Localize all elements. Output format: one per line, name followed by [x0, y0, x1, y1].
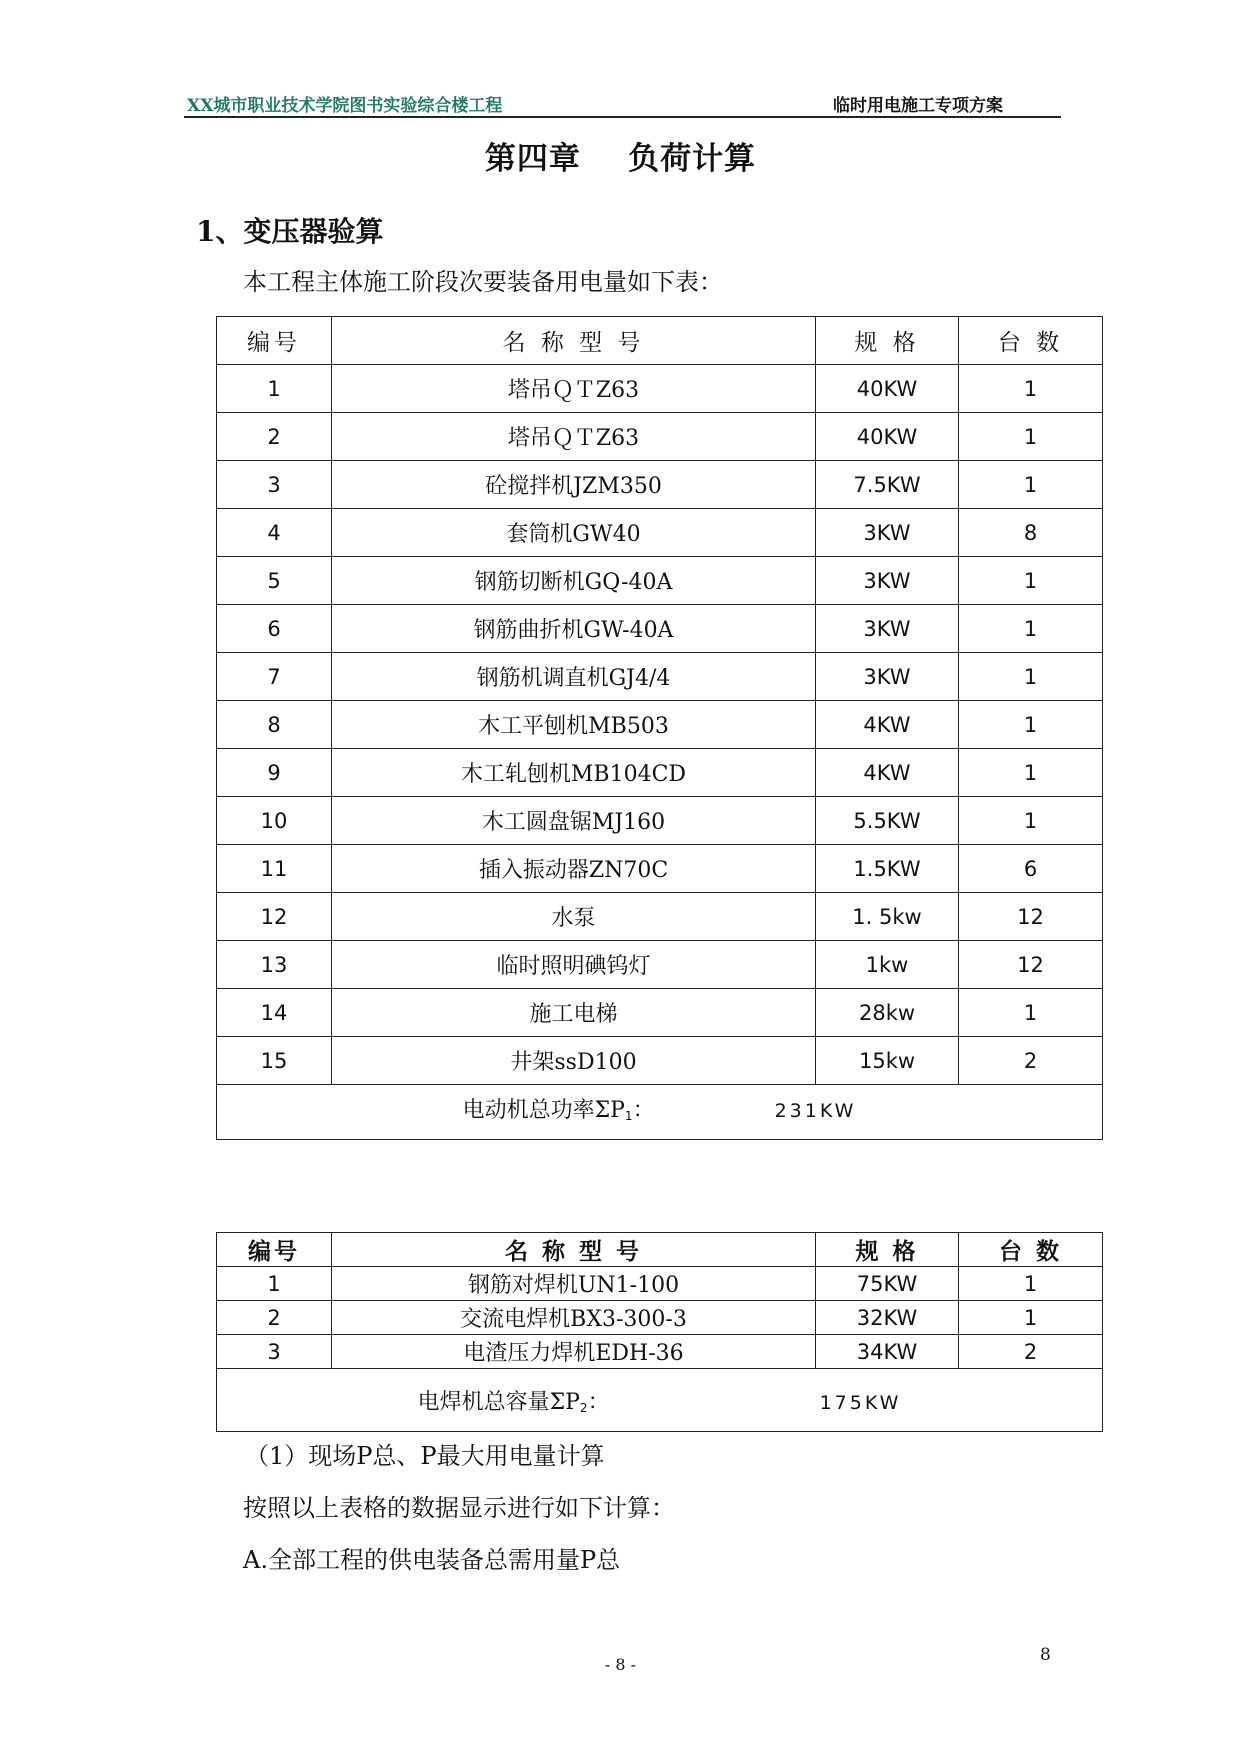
- table-row: [217, 845, 1103, 893]
- table-total-row: [217, 1085, 1103, 1140]
- cell-number: 2: [217, 1301, 332, 1335]
- page-number-right: 8: [1040, 1645, 1051, 1665]
- cell-count: 8: [959, 509, 1103, 557]
- cell-name: 钢筋切断机GQ-40A: [332, 557, 816, 605]
- cell-name: 钢筋对焊机UN1-100: [332, 1267, 816, 1301]
- table-row: [217, 941, 1103, 989]
- cell-name: 交流电焊机BX3-300-3: [332, 1301, 816, 1335]
- table-row: [217, 1037, 1103, 1085]
- cell-number: 7: [217, 653, 332, 701]
- cell-number: 1: [217, 1267, 332, 1301]
- cell-name: 木工圆盘锯MJ160: [332, 797, 816, 845]
- table-row: [217, 701, 1103, 749]
- cell-spec: 3KW: [816, 557, 959, 605]
- cell-number: 2: [217, 413, 332, 461]
- table-row: [217, 1267, 1103, 1301]
- chapter-title: 第四章 负荷计算: [484, 141, 757, 177]
- cell-name: 钢筋曲折机GW-40A: [332, 605, 816, 653]
- cell-spec: 3KW: [816, 605, 959, 653]
- cell-spec: 4KW: [816, 749, 959, 797]
- calc-item-a: A.全部工程的供电装备总需用量P总: [243, 1546, 621, 1574]
- header-cell-number: 编号: [217, 317, 332, 365]
- table-row: [217, 605, 1103, 653]
- cell-spec: 40KW: [816, 413, 959, 461]
- cell-spec: 15kw: [816, 1037, 959, 1085]
- cell-name: 塔吊ＱＴZ63: [332, 365, 816, 413]
- total-cell: [217, 1085, 1103, 1140]
- header-divider: [184, 116, 1061, 118]
- total-value: 175KW: [819, 1391, 902, 1414]
- cell-spec: 1. 5kw: [816, 893, 959, 941]
- cell-spec: 34KW: [816, 1335, 959, 1369]
- table-row: [217, 557, 1103, 605]
- total-subscript: 1: [624, 1109, 633, 1123]
- cell-number: 11: [217, 845, 332, 893]
- cell-number: 14: [217, 989, 332, 1037]
- header-project-title: XX城市职业技术学院图书实验综合楼工程: [187, 96, 503, 116]
- table-row: [217, 413, 1103, 461]
- cell-count: 2: [959, 1335, 1103, 1369]
- total-value: 231KW: [774, 1100, 857, 1122]
- header-cell-name: 名 称 型 号: [332, 1233, 816, 1267]
- total-cell: [217, 1369, 1103, 1432]
- cell-spec: 7.5KW: [816, 461, 959, 509]
- cell-count: 1: [959, 461, 1103, 509]
- cell-number: 3: [217, 461, 332, 509]
- cell-count: 1: [959, 749, 1103, 797]
- cell-number: 6: [217, 605, 332, 653]
- total-colon: ：: [587, 1389, 610, 1415]
- table-header-row: [217, 317, 1103, 365]
- cell-spec: 3KW: [816, 509, 959, 557]
- cell-count: 1: [959, 653, 1103, 701]
- cell-spec: 4KW: [816, 701, 959, 749]
- table-row: [217, 797, 1103, 845]
- cell-number: 3: [217, 1335, 332, 1369]
- cell-name: 塔吊ＱＴZ63: [332, 413, 816, 461]
- cell-spec: 1.5KW: [816, 845, 959, 893]
- cell-name: 插入振动器ZN70C: [332, 845, 816, 893]
- table-total-row: [217, 1369, 1103, 1432]
- page-number-center: - 8 -: [604, 1655, 637, 1674]
- table-row: [217, 989, 1103, 1037]
- cell-number: 15: [217, 1037, 332, 1085]
- header-cell-name: 名 称 型 号: [332, 317, 816, 365]
- cell-name: 施工电梯: [332, 989, 816, 1037]
- cell-spec: 32KW: [816, 1301, 959, 1335]
- cell-number: 12: [217, 893, 332, 941]
- calc-heading: （1）现场P总、P最大用电量计算: [245, 1442, 605, 1470]
- total-colon: ：: [632, 1098, 655, 1123]
- cell-number: 5: [217, 557, 332, 605]
- cell-name: 临时照明碘钨灯: [332, 941, 816, 989]
- intro-paragraph: 本工程主体施工阶段次要装备用电量如下表：: [243, 268, 723, 296]
- cell-number: 10: [217, 797, 332, 845]
- cell-name: 井架ssD100: [332, 1037, 816, 1085]
- table-row: [217, 509, 1103, 557]
- table-row: [217, 461, 1103, 509]
- cell-count: 1: [959, 989, 1103, 1037]
- table-row: [217, 1301, 1103, 1335]
- header-cell-number: 编号: [217, 1233, 332, 1267]
- total-subscript: 2: [579, 1400, 588, 1415]
- cell-count: 1: [959, 1301, 1103, 1335]
- cell-number: 8: [217, 701, 332, 749]
- cell-spec: 1kw: [816, 941, 959, 989]
- cell-name: 水泵: [332, 893, 816, 941]
- cell-name: 电渣压力焊机EDH-36: [332, 1335, 816, 1369]
- cell-spec: 75KW: [816, 1267, 959, 1301]
- section-title: 1、变压器验算: [196, 215, 384, 248]
- header-cell-spec: 规 格: [816, 317, 959, 365]
- cell-count: 1: [959, 1267, 1103, 1301]
- total-label: 电动机总功率ΣP: [462, 1098, 625, 1123]
- header-cell-count: 台 数: [959, 317, 1103, 365]
- cell-name: 钢筋机调直机GJ4/4: [332, 653, 816, 701]
- cell-count: 1: [959, 365, 1103, 413]
- cell-spec: 3KW: [816, 653, 959, 701]
- cell-name: 木工平刨机MB503: [332, 701, 816, 749]
- cell-spec: 5.5KW: [816, 797, 959, 845]
- cell-count: 12: [959, 941, 1103, 989]
- cell-number: 4: [217, 509, 332, 557]
- cell-number: 9: [217, 749, 332, 797]
- table-row: [217, 365, 1103, 413]
- cell-number: 1: [217, 365, 332, 413]
- header-cell-count: 台 数: [959, 1233, 1103, 1267]
- table-row: [217, 1335, 1103, 1369]
- cell-count: 1: [959, 605, 1103, 653]
- equipment-table: [216, 316, 1103, 1140]
- cell-spec: 40KW: [816, 365, 959, 413]
- cell-count: 12: [959, 893, 1103, 941]
- total-label: 电焊机总容量ΣP: [417, 1389, 580, 1415]
- table-row: [217, 749, 1103, 797]
- cell-count: 6: [959, 845, 1103, 893]
- cell-number: 13: [217, 941, 332, 989]
- table-row: [217, 653, 1103, 701]
- header-cell-spec: 规 格: [816, 1233, 959, 1267]
- cell-name: 砼搅拌机JZM350: [332, 461, 816, 509]
- table-header-row: [217, 1233, 1103, 1267]
- cell-count: 1: [959, 797, 1103, 845]
- cell-name: 木工轧刨机MB104CD: [332, 749, 816, 797]
- cell-count: 2: [959, 1037, 1103, 1085]
- welding-table: [216, 1232, 1103, 1432]
- calc-intro: 按照以上表格的数据显示进行如下计算：: [243, 1494, 675, 1522]
- cell-count: 1: [959, 557, 1103, 605]
- cell-spec: 28kw: [816, 989, 959, 1037]
- cell-count: 1: [959, 413, 1103, 461]
- cell-count: 1: [959, 701, 1103, 749]
- table-row: [217, 893, 1103, 941]
- header-document-title: 临时用电施工专项方案: [833, 96, 1003, 116]
- cell-name: 套筒机GW40: [332, 509, 816, 557]
